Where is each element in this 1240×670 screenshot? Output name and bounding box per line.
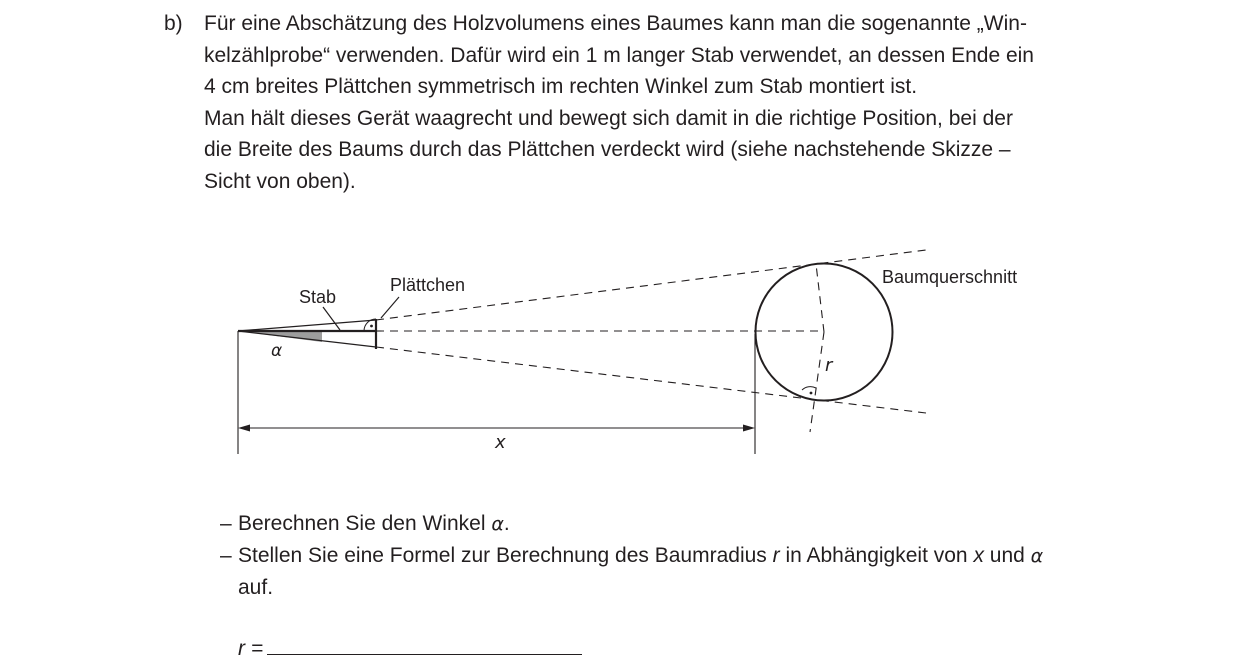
radius-upper-dashed: [816, 264, 824, 332]
subtask-dash: –: [220, 512, 232, 535]
label-stab: Stab: [299, 287, 337, 307]
upper-sight-line-solid: [238, 320, 376, 331]
plaettchen-pointer: [381, 297, 399, 318]
subtask-dash: –: [220, 544, 232, 567]
subtask-text-part: Berechnen Sie den Winkel: [238, 512, 492, 535]
answer-blank-line[interactable]: [267, 632, 582, 655]
label-plaettchen: Plättchen: [390, 275, 466, 295]
label-alpha: α: [271, 341, 283, 361]
label-x: x: [495, 432, 506, 453]
subtask-text-line2: auf.: [238, 576, 274, 599]
label-r: r: [825, 355, 833, 376]
alpha-symbol: α: [491, 513, 504, 535]
subtask-list: [220, 508, 1100, 603]
label-baumquerschnitt: Baumquerschnitt: [882, 267, 1018, 287]
subtask-text-part: Stellen Sie eine Formel zur Berechnung des Baumradius: [238, 544, 773, 567]
subtask-text-part: in Abhängigkeit von: [779, 544, 974, 567]
intro-line: Sicht von oben).: [204, 169, 356, 193]
intro-line: kelzählprobe“ verwenden. Dafür wird ein 1 m langer Stab verwendet, an dessen Ende ein: [204, 43, 1034, 67]
dimension-arrow-right: [743, 425, 755, 432]
radius-lower-dashed: [810, 332, 824, 432]
subtask-text: [238, 540, 1100, 572]
subtask-text-part: .: [503, 512, 510, 535]
tangent-right-angle-dot: [810, 392, 813, 395]
intro-line: Für eine Abschätzung des Holzvolumens eines Baumes kann man die sogenannte „Win-: [204, 12, 1027, 35]
var-x: x: [973, 544, 984, 567]
dimension-arrow-left: [238, 425, 250, 432]
intro-line: Man hält dieses Gerät waagrecht und bewegt sich damit in die richtige Position, bei der: [204, 106, 1013, 130]
stab-pointer: [323, 307, 340, 330]
subtask-item: [220, 540, 1100, 603]
subtask-text-part: und: [983, 544, 1031, 567]
intro-line: die Breite des Baums durch das Plättchen verdeckt wird (siehe nachstehende Skizze –: [204, 138, 1011, 161]
subtask-item: [220, 508, 1100, 540]
plate-right-angle-dot: [370, 325, 373, 328]
answer-label: r =: [238, 637, 264, 660]
task-label: b): [164, 12, 183, 35]
subtask-text: [238, 508, 1100, 540]
alpha-symbol: α: [1030, 545, 1044, 567]
answer-field: [238, 632, 582, 664]
tangent-right-angle-arc: [802, 387, 816, 390]
intro-line: 4 cm breites Plättchen symmetrisch im rechten Winkel zum Stab montiert ist.: [204, 75, 918, 98]
var-r: r: [772, 544, 780, 567]
lower-sight-line-dashed: [376, 347, 926, 413]
